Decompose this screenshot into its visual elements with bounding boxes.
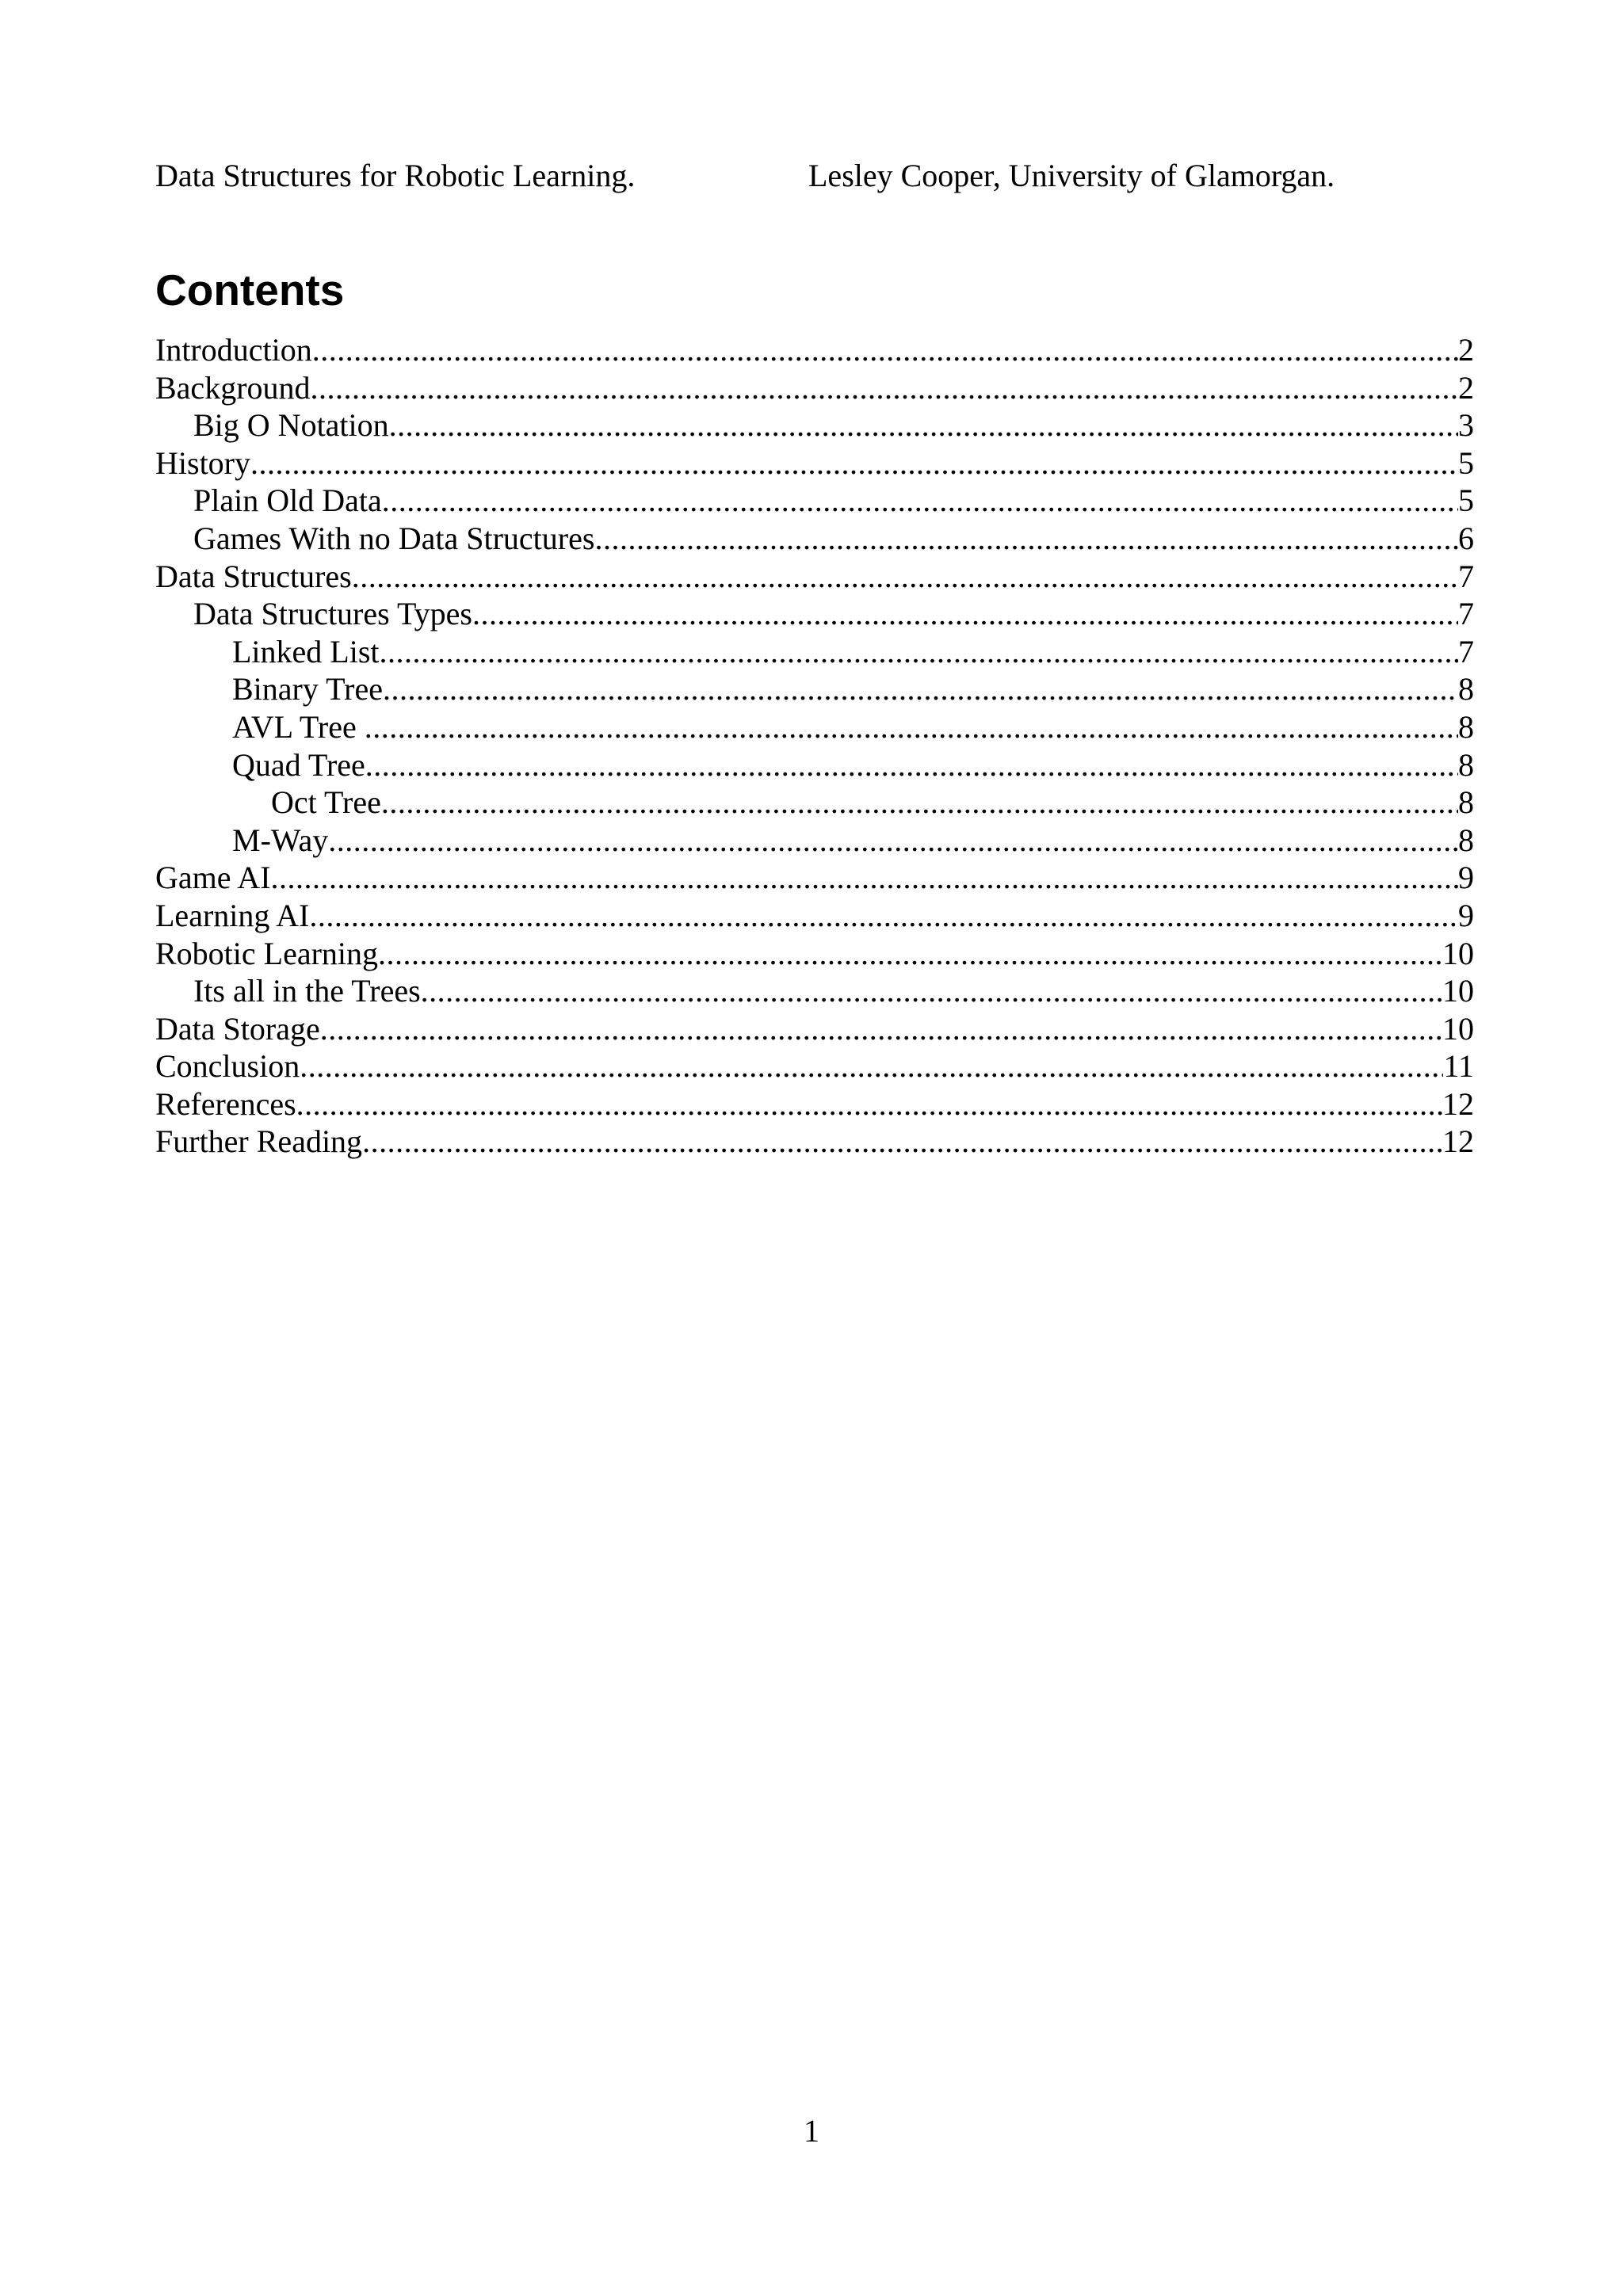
toc-entry-page-number: 2 bbox=[1458, 332, 1474, 368]
toc-entry-title: AVL Tree bbox=[232, 708, 365, 745]
toc-dot-leader bbox=[320, 1010, 1442, 1048]
toc-entry-page-number: 5 bbox=[1458, 444, 1474, 481]
toc-entry[interactable] bbox=[155, 520, 1474, 558]
toc-entry-page-number: 9 bbox=[1458, 897, 1474, 933]
toc-dot-leader bbox=[472, 595, 1458, 633]
toc-entry[interactable] bbox=[155, 633, 1474, 671]
toc-entry-page-number: 7 bbox=[1458, 633, 1474, 669]
toc-entry-page-number: 10 bbox=[1442, 973, 1474, 1009]
toc-entry[interactable] bbox=[155, 369, 1474, 407]
author-affiliation: Lesley Cooper, University of Glamorgan. bbox=[808, 158, 1335, 193]
toc-dot-leader bbox=[389, 406, 1458, 444]
toc-entry-page-number: 6 bbox=[1458, 520, 1474, 556]
toc-entry-title: History bbox=[155, 444, 250, 481]
toc-entry[interactable] bbox=[155, 444, 1474, 482]
toc-dot-leader bbox=[309, 897, 1458, 935]
toc-dot-leader bbox=[382, 482, 1458, 520]
toc-entry-title: Data Structures Types bbox=[193, 596, 472, 632]
toc-entry-title: Data Structures bbox=[155, 558, 352, 594]
toc-entry-page-number: 2 bbox=[1458, 369, 1474, 406]
toc-entry-page-number: 8 bbox=[1458, 822, 1474, 858]
toc-entry-page-number: 5 bbox=[1458, 482, 1474, 519]
toc-entry-page-number: 8 bbox=[1458, 784, 1474, 821]
toc-dot-leader bbox=[421, 972, 1442, 1010]
toc-entry[interactable] bbox=[155, 784, 1474, 822]
toc-entry[interactable] bbox=[155, 935, 1474, 973]
page-number: 1 bbox=[804, 2113, 819, 2149]
toc-entry-title: Data Storage bbox=[155, 1010, 320, 1047]
toc-dot-leader bbox=[312, 331, 1458, 369]
toc-dot-leader bbox=[378, 935, 1442, 973]
toc-entry[interactable] bbox=[155, 708, 1474, 746]
toc-dot-leader bbox=[380, 633, 1458, 671]
toc-entry-page-number: 11 bbox=[1443, 1048, 1474, 1085]
toc-entry-page-number: 8 bbox=[1458, 708, 1474, 745]
toc-entry-title: Oct Tree bbox=[271, 784, 381, 821]
toc-dot-leader bbox=[296, 1085, 1442, 1123]
toc-entry-title: Games With no Data Structures bbox=[193, 520, 595, 556]
toc-entry-title: Linked List bbox=[232, 633, 380, 669]
toc-dot-leader bbox=[594, 520, 1458, 558]
toc-entry[interactable] bbox=[155, 1047, 1474, 1085]
toc-entry-title: Conclusion bbox=[155, 1048, 300, 1085]
toc-entry-title: References bbox=[155, 1085, 296, 1122]
toc-dot-leader bbox=[271, 859, 1458, 897]
toc-entry-title: Quad Tree bbox=[232, 746, 365, 783]
toc-dot-leader bbox=[250, 444, 1458, 482]
toc-entry-title: Further Reading bbox=[155, 1123, 363, 1160]
toc-dot-leader bbox=[311, 369, 1458, 407]
toc-entry[interactable] bbox=[155, 897, 1474, 935]
toc-entry[interactable] bbox=[155, 482, 1474, 520]
toc-dot-leader bbox=[328, 822, 1458, 860]
toc-entry-page-number: 7 bbox=[1458, 558, 1474, 594]
toc-entry-title: M-Way bbox=[232, 822, 329, 858]
toc-entry-page-number: 10 bbox=[1442, 1010, 1474, 1047]
toc-entry-title: Background bbox=[155, 369, 311, 406]
toc-dot-leader bbox=[383, 670, 1458, 708]
toc-entry[interactable] bbox=[155, 1085, 1474, 1123]
toc-entry-title: Game AI bbox=[155, 860, 271, 896]
toc-entry[interactable] bbox=[155, 859, 1474, 897]
toc-entry-title: Learning AI bbox=[155, 897, 310, 933]
toc-entry-page-number: 9 bbox=[1458, 860, 1474, 896]
toc-entry-page-number: 12 bbox=[1442, 1085, 1474, 1122]
toc-entry-title: Plain Old Data bbox=[193, 482, 382, 519]
toc-entry[interactable] bbox=[155, 1123, 1474, 1161]
toc-entry[interactable] bbox=[155, 670, 1474, 708]
document-title: Data Structures for Robotic Learning. bbox=[155, 158, 636, 193]
toc-entry-title: Introduction bbox=[155, 332, 312, 368]
toc-entry[interactable] bbox=[155, 822, 1474, 860]
toc-entry-page-number: 8 bbox=[1458, 746, 1474, 783]
toc-dot-leader bbox=[365, 708, 1458, 746]
toc-entry-page-number: 7 bbox=[1458, 596, 1474, 632]
toc-entry[interactable] bbox=[155, 558, 1474, 596]
toc-dot-leader bbox=[365, 746, 1458, 784]
toc-dot-leader bbox=[300, 1047, 1443, 1085]
toc-entry[interactable] bbox=[155, 1010, 1474, 1048]
page-header bbox=[155, 155, 1471, 196]
toc-entry-title: Big O Notation bbox=[193, 407, 389, 444]
toc-entry[interactable] bbox=[155, 331, 1474, 369]
toc-entry[interactable] bbox=[155, 972, 1474, 1010]
toc-entry-page-number: 8 bbox=[1458, 671, 1474, 707]
toc-dot-leader bbox=[352, 558, 1458, 596]
toc-entry[interactable] bbox=[155, 406, 1474, 444]
toc-entry-page-number: 3 bbox=[1458, 407, 1474, 444]
contents-heading: Contents bbox=[155, 265, 345, 315]
toc-entry-page-number: 12 bbox=[1442, 1123, 1474, 1160]
toc-dot-leader bbox=[381, 784, 1458, 822]
toc-entry[interactable] bbox=[155, 595, 1474, 633]
toc-entry-title: Its all in the Trees bbox=[193, 973, 421, 1009]
toc-entry[interactable] bbox=[155, 746, 1474, 784]
toc-dot-leader bbox=[362, 1123, 1442, 1161]
toc-entry-title: Robotic Learning bbox=[155, 935, 379, 971]
toc-entry-title: Binary Tree bbox=[232, 671, 383, 707]
table-of-contents bbox=[155, 331, 1474, 1161]
toc-entry-page-number: 10 bbox=[1442, 935, 1474, 971]
